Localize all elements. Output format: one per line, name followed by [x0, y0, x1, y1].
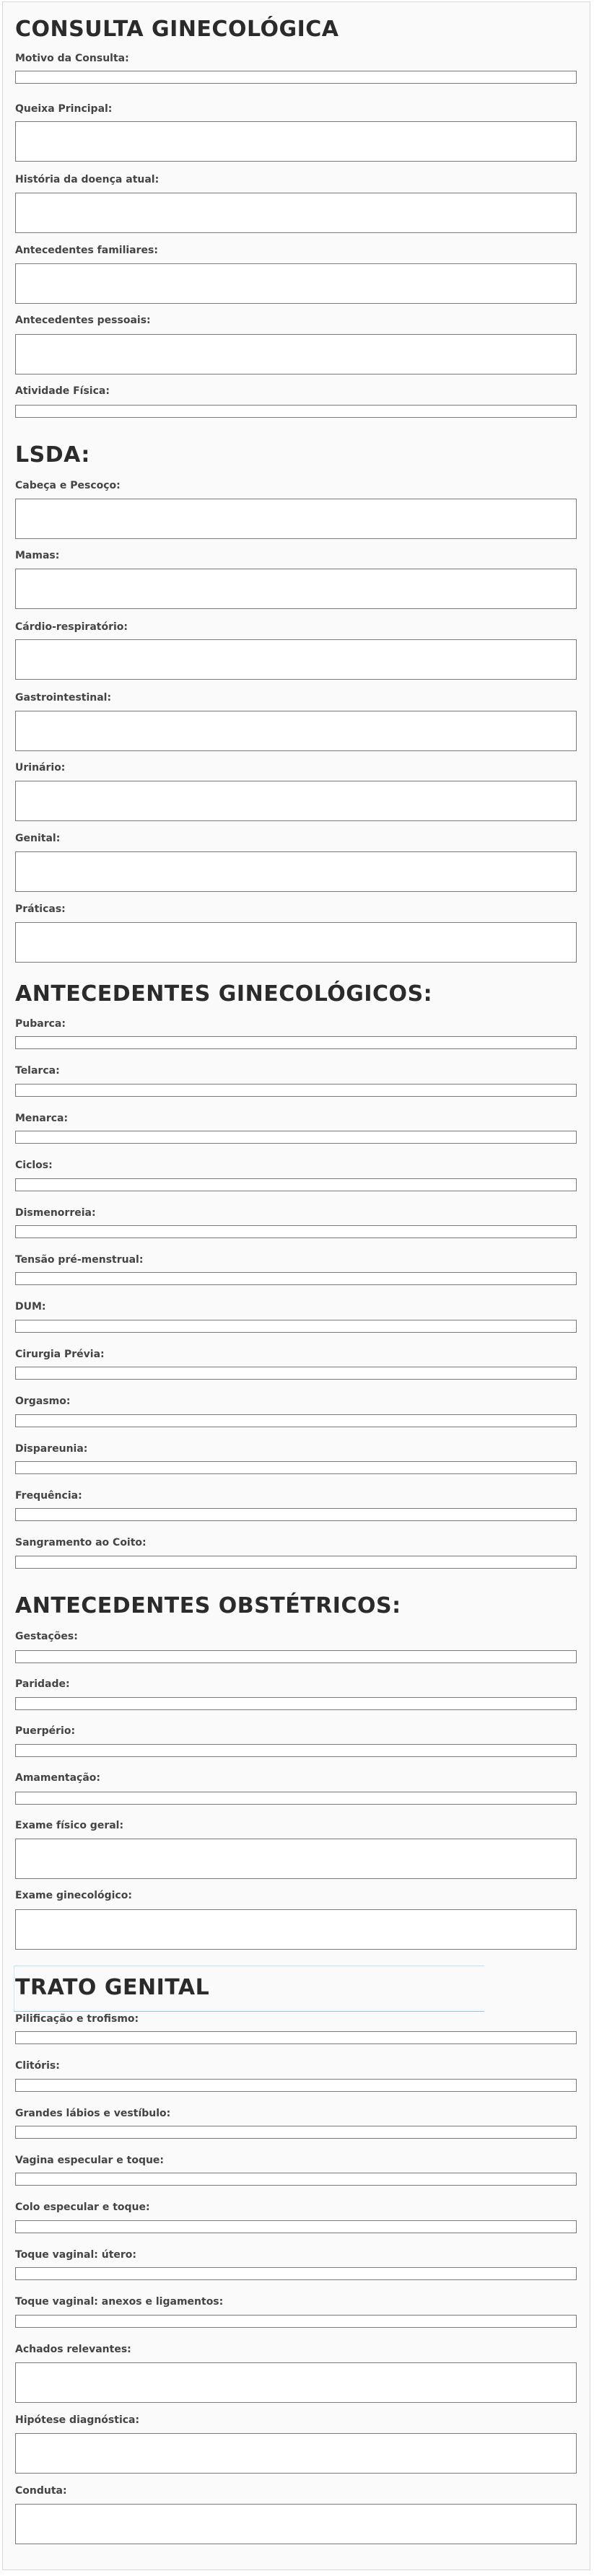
label-menarca: Menarca: [15, 1112, 69, 1124]
textarea-mamas[interactable] [15, 569, 577, 609]
textarea-genital[interactable] [15, 851, 577, 892]
input-paridade[interactable] [15, 1697, 577, 1710]
textarea-hipotese[interactable] [15, 2433, 577, 2474]
label-atividade: Atividade Física: [15, 385, 110, 397]
label-exame-gineco: Exame ginecológico: [15, 1890, 132, 1901]
textarea-familiares[interactable] [15, 263, 577, 304]
textarea-achados[interactable] [15, 2362, 577, 2403]
section-title-trato: TRATO GENITAL [15, 1975, 210, 2001]
textarea-historia[interactable] [15, 193, 577, 233]
input-toque-anexos[interactable] [15, 2315, 577, 2328]
textarea-conduta[interactable] [15, 2504, 577, 2544]
input-pilificacao[interactable] [15, 2031, 577, 2044]
label-tensao: Tensão pré-menstrual: [15, 1253, 144, 1266]
input-gestacoes[interactable] [15, 1650, 577, 1663]
label-paridade: Paridade: [15, 1678, 70, 1690]
textarea-queixa[interactable] [15, 121, 577, 162]
label-telarca: Telarca: [15, 1065, 60, 1077]
section-title-gineco: ANTECEDENTES GINECOLÓGICOS: [15, 981, 433, 1007]
label-amamentacao: Amamentação: [15, 1772, 101, 1784]
label-cardio: Cárdio-respiratório: [15, 621, 128, 633]
section-title-obst: ANTECEDENTES OBSTÉTRICOS: [15, 1593, 401, 1618]
textarea-cabeca[interactable] [15, 499, 577, 539]
input-sangramento[interactable] [15, 1556, 577, 1569]
textarea-cardio[interactable] [15, 639, 577, 680]
label-cirurgia: Cirurgia Prévia: [15, 1348, 105, 1360]
label-motivo: Motivo da Consulta: [15, 52, 129, 64]
label-historia: História da doença atual: [15, 174, 160, 185]
label-hipotese: Hipótese diagnóstica: [15, 2414, 140, 2426]
label-toque-utero: Toque vaginal: útero: [15, 2248, 137, 2261]
section-title-lsda: LSDA: [15, 442, 90, 468]
textarea-gastro[interactable] [15, 711, 577, 751]
input-telarca[interactable] [15, 1084, 577, 1097]
label-toque-anexos: Toque vaginal: anexos e ligamentos: [15, 2296, 224, 2308]
input-vagina[interactable] [15, 2173, 577, 2186]
label-dum: DUM: [15, 1301, 46, 1313]
label-urinario: Urinário: [15, 761, 66, 774]
label-mamas: Mamas: [15, 550, 60, 562]
textarea-exame-gineco[interactable] [15, 1909, 577, 1950]
label-colo: Colo especular e toque: [15, 2202, 150, 2214]
input-atividade[interactable] [15, 405, 577, 418]
label-exame-geral: Exame físico geral: [15, 1819, 124, 1831]
input-clitoris[interactable] [15, 2079, 577, 2092]
label-cabeca: Cabeça e Pescoço: [15, 480, 121, 492]
label-pessoais: Antecedentes pessoais: [15, 315, 151, 327]
input-dispareunia[interactable] [15, 1461, 577, 1474]
label-dispareunia: Dispareunia: [15, 1442, 88, 1455]
input-amamentacao[interactable] [15, 1792, 577, 1805]
label-ciclos: Ciclos: [15, 1160, 53, 1172]
section-title-consulta: CONSULTA GINECOLÓGICA [15, 17, 339, 42]
input-pubarca[interactable] [15, 1036, 577, 1049]
label-praticas: Práticas: [15, 903, 66, 915]
textarea-exame-geral[interactable] [15, 1839, 577, 1879]
label-orgasmo: Orgasmo: [15, 1396, 71, 1408]
input-puerperio[interactable] [15, 1744, 577, 1757]
label-frequencia: Frequência: [15, 1489, 82, 1502]
label-grandes-labios: Grandes lábios e vestíbulo: [15, 2107, 171, 2119]
input-colo[interactable] [15, 2220, 577, 2233]
form-page [2, 1, 590, 2570]
input-dismenorreia[interactable] [15, 1225, 577, 1238]
label-familiares: Antecedentes familiares: [15, 245, 158, 257]
input-ciclos[interactable] [15, 1178, 577, 1191]
label-puerperio: Puerpério: [15, 1725, 76, 1737]
input-grandes-labios[interactable] [15, 2126, 577, 2139]
input-cirurgia[interactable] [15, 1367, 577, 1380]
label-pubarca: Pubarca: [15, 1017, 66, 1030]
input-toque-utero[interactable] [15, 2267, 577, 2280]
input-orgasmo[interactable] [15, 1414, 577, 1427]
label-achados: Achados relevantes: [15, 2343, 131, 2355]
label-dismenorreia: Dismenorreia: [15, 1206, 96, 1219]
label-conduta: Conduta: [15, 2484, 67, 2497]
input-frequencia[interactable] [15, 1508, 577, 1521]
label-gastro: Gastrointestinal: [15, 691, 112, 704]
label-pilificacao: Pilificação e trofismo: [15, 2012, 139, 2025]
label-genital: Genital: [15, 832, 61, 844]
textarea-pessoais[interactable] [15, 334, 577, 374]
label-gestacoes: Gestações: [15, 1631, 78, 1643]
label-vagina: Vagina especular e toque: [15, 2155, 165, 2166]
textarea-urinario[interactable] [15, 781, 577, 821]
input-menarca[interactable] [15, 1131, 577, 1144]
label-sangramento: Sangramento ao Coito: [15, 1537, 147, 1549]
label-clitoris: Clitóris: [15, 2060, 60, 2072]
input-motivo[interactable] [15, 71, 577, 84]
input-tensao[interactable] [15, 1272, 577, 1285]
label-queixa: Queixa Principal: [15, 102, 113, 115]
textarea-praticas[interactable] [15, 922, 577, 963]
input-dum[interactable] [15, 1320, 577, 1333]
